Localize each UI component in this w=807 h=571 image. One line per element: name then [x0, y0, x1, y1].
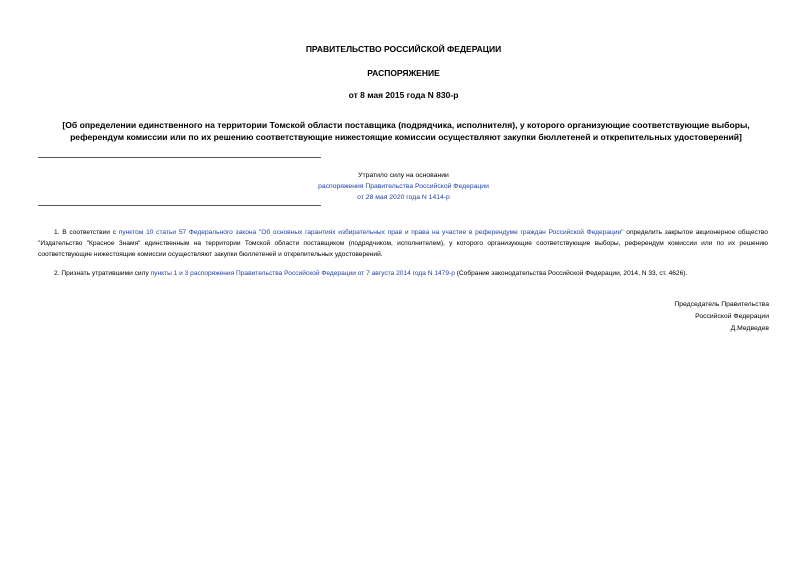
signature-title: Председатель Правительства	[674, 301, 769, 308]
document-type-heading: РАСПОРЯЖЕНИЕ	[367, 68, 440, 78]
paragraph-1-prefix: 1. В соответствии с	[54, 229, 119, 236]
separator-bottom	[38, 205, 321, 206]
paragraph-2-prefix: 2. Признать утратившими силу	[54, 270, 151, 277]
paragraph-1-law-link[interactable]: пунктом 10 статьи 57 Федерального закона "Об основных гарантиях избирательных прав и права на участие в референдуме граждан Российской Федерации"	[118, 229, 624, 236]
paragraph-2-text: (Собрание законодательства Российской Федерации, 2014, N 33, ст. 4626).	[454, 270, 688, 277]
annulment-link-decree[interactable]: распоряжения Правительства Российской Федерации	[318, 183, 489, 190]
document-title: [Об определении единственного на территории Томской области поставщика (подрядчика, исполнителя), у которого организующие соответствующие выборы, референдум комиссии или по их решению соответствующие нижестоящие комиссии осуществляют закупки бюллетеней и открепительных удостоверений]	[62, 120, 750, 142]
annulment-line: Утратило силу на основании	[358, 172, 449, 179]
paragraph-2-decree-link[interactable]: пункты 1 и 3 распоряжения Правительства Российской Федерации от 7 августа 2014 года N 1479-р	[150, 270, 455, 277]
annulment-note	[300, 170, 507, 203]
paragraph-1	[38, 227, 768, 260]
paragraph-2	[38, 268, 768, 279]
signature-block	[569, 299, 769, 335]
paragraph-1-text: определить закрытое акционерное общество "Издательство "Красное Знамя" единственным на территории Томской области поставщиком (подрядчиком, исполнителем), у которого организующие соответствующие выборы, референдум комиссии или по их решению соответствующие нижестоящие комиссии осуществляют закупки бюллетеней и открепительных удостоверений.	[38, 229, 768, 258]
annulment-link-date[interactable]: от 28 мая 2020 года N 1414-р	[357, 194, 450, 201]
signature-country: Российской Федерации	[695, 313, 769, 320]
document-date-number: от 8 мая 2015 года N 830-р	[348, 90, 459, 100]
separator-top	[38, 157, 321, 158]
government-heading: ПРАВИТЕЛЬСТВО РОССИЙСКОЙ ФЕДЕРАЦИИ	[305, 44, 502, 54]
signature-name: Д.Медведев	[730, 325, 769, 332]
